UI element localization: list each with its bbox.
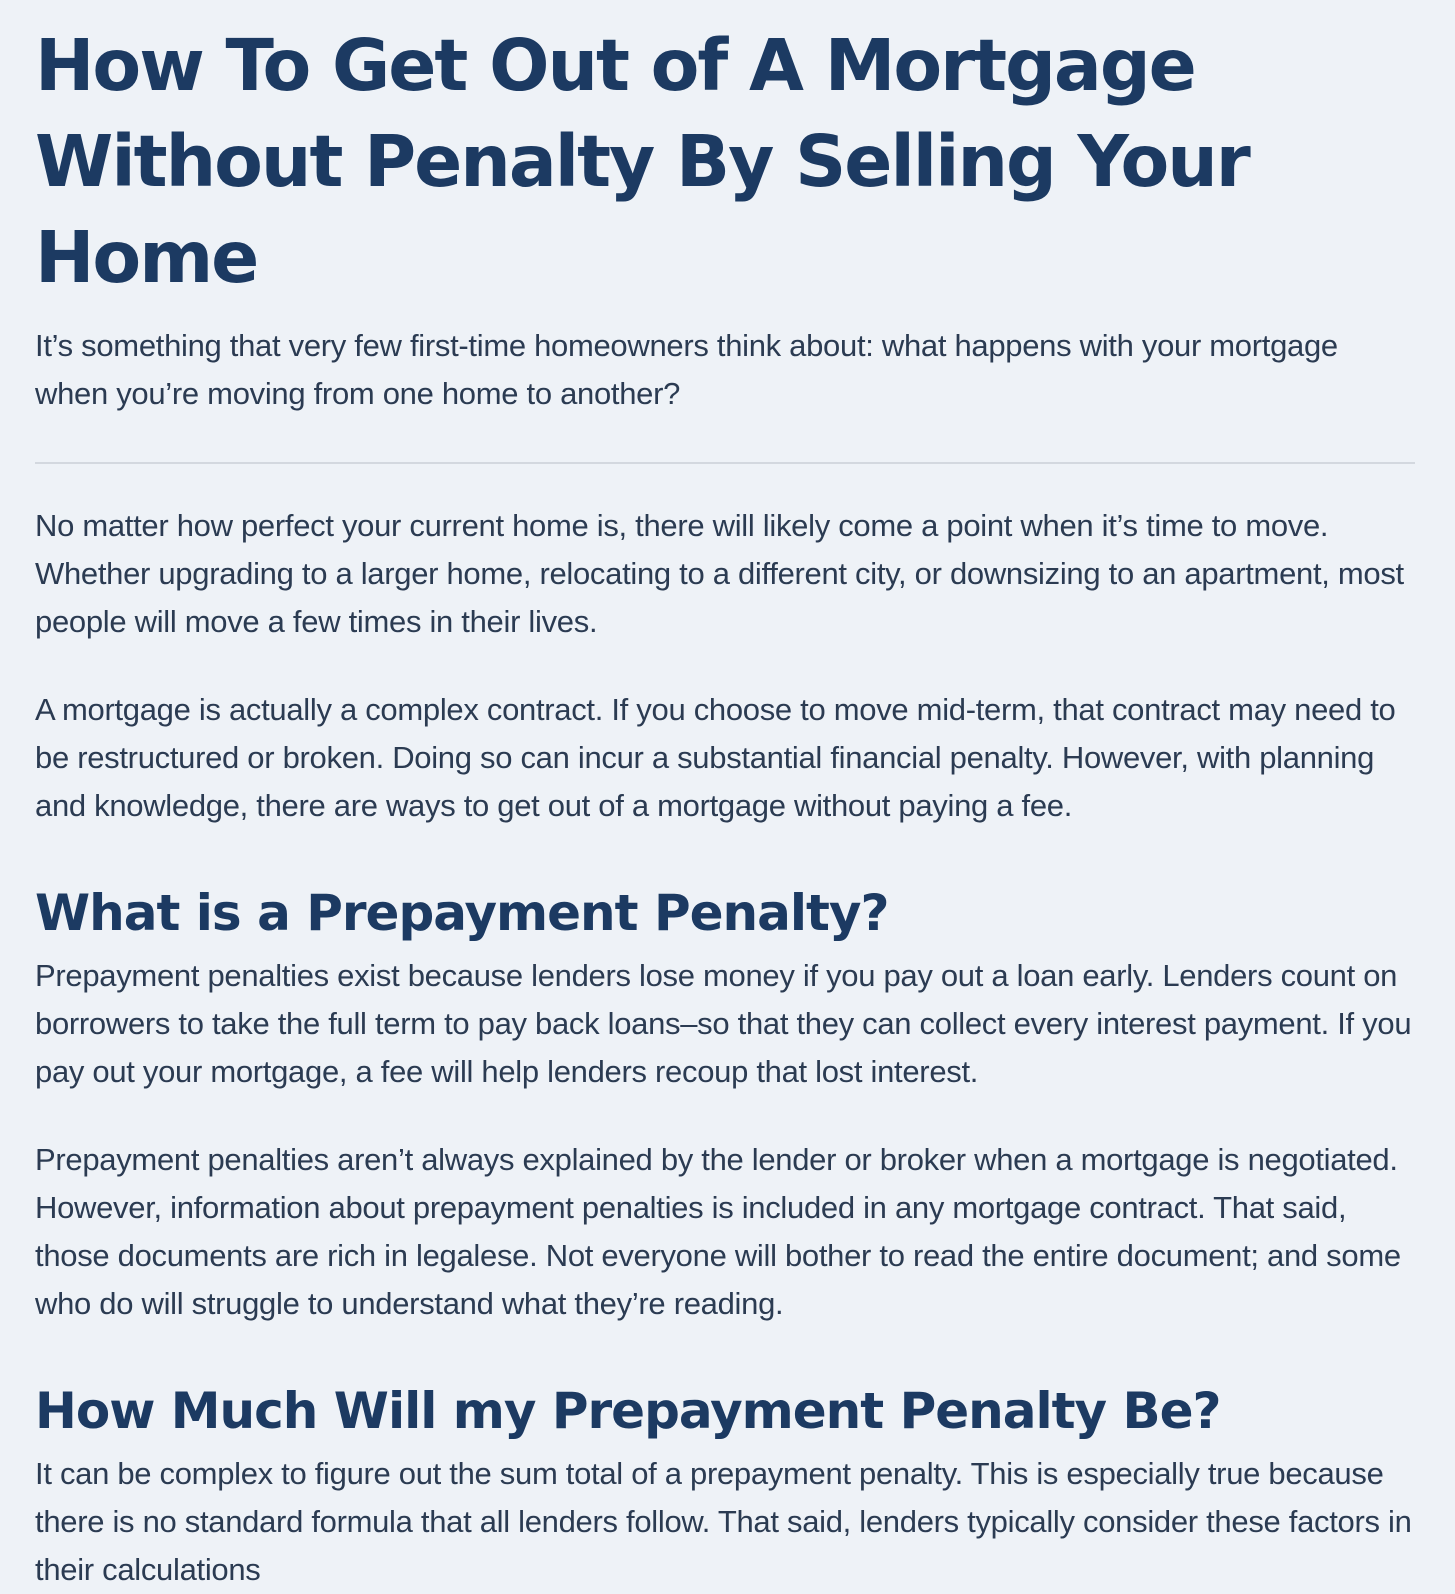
article-paragraph: No matter how perfect your current home is, there will likely come a point when it’s time to move. Whether upgrading to a larger home, relocating to a different city, or downsizing to an apartment, most people will move a few times in their lives.: [35, 508, 1404, 639]
article-title: How To Get Out of A Mortgage Without Penalty By Selling Your Home: [35, 24, 1249, 299]
section-heading-prepayment-penalty: What is a Prepayment Penalty?: [35, 884, 889, 942]
article-intro: It’s something that very few first-time homeowners think about: what happens with your mortgage when you’re moving from one home to another?: [35, 328, 1338, 411]
article-paragraph: Prepayment penalties aren’t always explained by the lender or broker when a mortgage is negotiated. However, information about prepayment penalties is included in any mortgage contract. That said, those documents are rich in legalese. Not everyone will bother to read the entire document; and some who do will struggle to understand what they’re reading.: [35, 1142, 1401, 1321]
article-paragraph: Prepayment penalties exist because lenders lose money if you pay out a loan early. Lenders count on borrowers to take the full term to pay back loans–so that they can collect every interest payment. If you pay out your mortgage, a fee will help lenders recoup that lost interest.: [35, 958, 1412, 1089]
article: [35, 0, 1415, 1594]
article-paragraph: It can be complex to figure out the sum total of a prepayment penalty. This is especially true because there is no standard formula that all lenders follow. That said, lenders typically consider these factors in their calculations: [35, 1456, 1412, 1587]
section-heading-penalty-amount: How Much Will my Prepayment Penalty Be?: [35, 1382, 1221, 1440]
article-paragraph: A mortgage is actually a complex contract. If you choose to move mid-term, that contract may need to be restructured or broken. Doing so can incur a substantial financial penalty. However, with planning and knowledge, there are ways to get out of a mortgage without paying a fee.: [35, 692, 1396, 823]
divider: [35, 462, 1415, 464]
